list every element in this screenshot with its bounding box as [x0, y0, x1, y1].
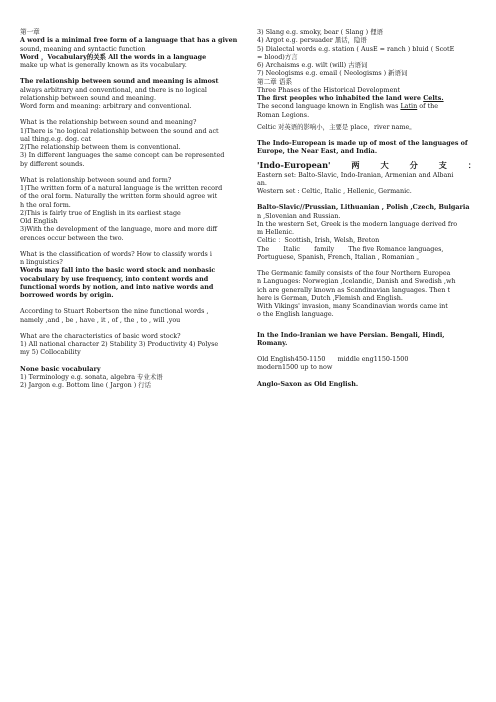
- word-vocabulary-line-1: Word ，Vocabulary的关系 All the words in a language: [20, 52, 207, 61]
- vocab-item-5-line-1: 5) Dialectal words e.g. station ( AusE = ranch ) bluid ( ScotE: [257, 44, 455, 53]
- functional-words-line-1: According to Stuart Robertson the nine functional words ,: [20, 307, 209, 316]
- italic-family-line-2: Portuguese, Spanish, French, Italian , Romanian 。: [257, 252, 423, 261]
- vocab-item-5-line-2: = blood)方言: [257, 52, 298, 61]
- word-definition-line-1: A word is a minimal free form of a language that has a given: [20, 36, 238, 45]
- question-classification-line-2: n linguistics?: [20, 258, 63, 266]
- answer-2-line-6: 3)With the development of the language, more and more diff: [20, 225, 218, 234]
- right-column: [257, 28, 476, 388]
- second-language-line-2: Roman Legions.: [257, 110, 310, 119]
- periods-line-1: Old English450-1150 middle eng1150-1500: [257, 355, 409, 363]
- word-vocabulary-line-2: make up what is generally known as its vocabulary.: [20, 61, 187, 69]
- chapter-1-heading: 第一章: [20, 28, 40, 36]
- answer-2-line-3: h the oral form.: [20, 200, 71, 209]
- question-sound-meaning: What is the relationship between sound and meaning?: [20, 118, 197, 127]
- answer-2-line-2: of the oral form. Naturally the written form should agree wit: [20, 192, 218, 201]
- answer-1-line-4: 3) In different languages the same concept can be represented: [20, 151, 225, 160]
- answer-1-line-5: by different sounds.: [20, 159, 85, 168]
- word-definition-line-2: sound, meaning and syntactic function: [20, 44, 146, 53]
- functional-words-line-2: namely ,and , be , have , it , of , the , to , will ,you: [20, 315, 181, 324]
- germanic-line-1: The Germanic family consists of the four Northern Europea: [257, 269, 451, 277]
- characteristics-line-2: my 5) Collocability: [20, 348, 81, 357]
- germanic-line-2: n Languages: Norwegian ,Icelandic, Danish and Swedish ,wh: [257, 277, 456, 286]
- question-classification-line-1: What is the classification of words? How to classify words i: [20, 249, 212, 258]
- germanic-line-4: here is German, Dutch ,Flemish and English.: [257, 293, 403, 302]
- eastern-set-line-1: Eastern set: Balto-Slavic, Indo-Iranian, Armenian and Albani: [257, 170, 454, 179]
- vocab-item-6: 6) Archaisms e.g. wilt (will) 古语词: [257, 61, 368, 69]
- indo-european-branches: 'Indo-European' 两 大 分 支 ：: [257, 159, 476, 170]
- question-sound-form: What is relationship between sound and form?: [20, 175, 172, 184]
- celtic-influence: Celtic 对英语的影响小，主要是 place，river name。: [257, 122, 416, 131]
- western-set: Western set : Celtic, Italic , Hellenic, Germanic.: [257, 187, 412, 195]
- chapter-2-heading: 第二章 语系: [257, 77, 293, 86]
- answer-2-line-7: erences occur between the two.: [20, 233, 124, 242]
- indo-iranian-line-2: Romany.: [257, 338, 288, 347]
- eastern-set-line-2: an.: [257, 178, 267, 187]
- celtic-list: Celtic ：Scottish, Irish, Welsh, Breton: [257, 236, 380, 245]
- classification-line-1: Words may fall into the basic word stock and nonbasic: [20, 266, 216, 275]
- answer-2-line-4: 2)This is fairly true of English in its earliest stage: [20, 208, 181, 217]
- answer-2-line-1: 1)The written form of a natural language is the written record: [20, 184, 223, 192]
- none-basic-title: None basic vocabulary: [20, 364, 101, 373]
- three-phases: Three Phases of the Historical Development: [257, 85, 401, 94]
- western-greek-line-1: In the western Set, Greek is the modern language derived fro: [257, 219, 458, 228]
- periods-line-2: modern1500 up to now: [257, 363, 333, 372]
- none-basic-item-2: 2) Jargon e.g. Bottom line ( Jargon ) 行话: [20, 381, 152, 389]
- classification-line-3: functional words by notion, and into native words and: [20, 282, 214, 291]
- none-basic-item-1: 1) Terminology e.g. sonata, algebra 专业术语: [20, 372, 163, 381]
- answer-1-line-3: 2)The relationship between them is conventional.: [20, 143, 181, 151]
- left-column: [20, 28, 238, 389]
- first-peoples: The first peoples who inhabited the land were Celts.: [257, 94, 444, 102]
- indo-iranian-line-1: In the Indo-Iranian we have Persian. Bengali, Hindi,: [257, 330, 445, 339]
- indo-european-line-1: The Indo-European is made up of most of the languages of: [257, 139, 468, 147]
- vocab-item-7: 7) Neologisms e.g. email ( Neologisms ) 新语词: [257, 69, 408, 78]
- balto-slavic-line-2: n ,Slovenian and Russian.: [257, 211, 341, 220]
- anglo-saxon: Anglo-Saxon as Old English.: [257, 379, 359, 388]
- answer-1-line-1: 1)There is 'no logical relationship between the sound and act: [20, 126, 219, 135]
- vikings-line-2: o the English language.: [257, 310, 334, 319]
- sound-meaning-line-1: The relationship between sound and meaning is almost: [20, 77, 219, 86]
- characteristics-line-1: 1) All national character 2) Stability 3) Productivity 4) Polyse: [20, 340, 219, 348]
- vocab-item-3: 3) Slang e.g. smoky, bear ( Slang ) 俚语: [257, 28, 383, 36]
- western-greek-line-2: m Hellenic.: [257, 228, 295, 236]
- sound-meaning-line-2: always arbitrary and conventional, and there is no logical: [20, 85, 207, 94]
- question-basic-word-stock: What are the characteristics of basic word stock?: [20, 331, 181, 340]
- answer-1-line-2: ual thing.e.g. dog. cat: [20, 134, 91, 143]
- classification-line-4: borrowed words by origin.: [20, 291, 114, 299]
- vikings-line-1: With Vikings' invasion, many Scandinavian words came int: [257, 302, 448, 310]
- italic-family-line-1: The Italic family The five Romance languages,: [257, 244, 444, 253]
- indo-european-line-2: Europe, the Near East, and India.: [257, 147, 378, 156]
- germanic-line-3: ich are generally known as Scandinavian languages. Then t: [257, 285, 451, 294]
- answer-2-line-5: Old English: [20, 217, 58, 225]
- second-language-line-1: The second language known in English was Latin of the: [257, 102, 438, 111]
- vocab-item-4: 4) Argot e.g. persuader 黑话，隐语: [257, 36, 367, 45]
- sound-meaning-line-3: relationship between sound and meaning.: [20, 93, 157, 102]
- classification-line-2: vocabulary by use frequency, into content words and: [20, 274, 209, 283]
- word-form-meaning: Word form and meaning: arbitrary and conventional.: [20, 102, 192, 110]
- balto-slavic-line-1: Balto-Slavic//Prussian, Lithuanian , Polish ,Czech, Bulgaria: [257, 203, 470, 212]
